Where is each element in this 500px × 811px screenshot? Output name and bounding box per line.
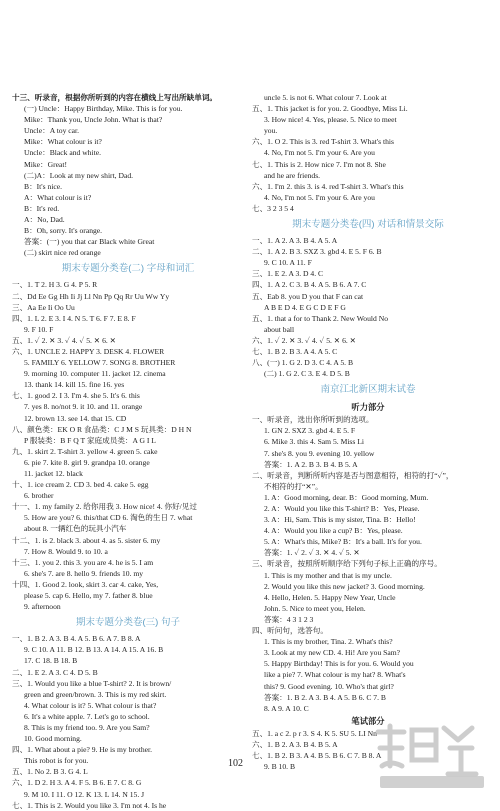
- right-text-line: uncle 5. is not 6. What colour 7. Look at: [264, 93, 387, 102]
- left-text-line: 6. It's a white apple. 7. Let's go to school.: [24, 711, 150, 721]
- right-text-line: 5. A：What's this, Mike? B：It's a ball. It's for you.: [264, 537, 422, 547]
- right-text-line: 二、听录音，判断所听内容是否与图意相符，相符的打“✓”，: [252, 470, 454, 480]
- right-text-line: 1. This is my brother, Tina. 2. What's this?: [264, 637, 393, 647]
- left-text-line: 一、1. B 2. A 3. B 4. A 5. B 6. A 7. B 8. A: [12, 634, 141, 644]
- right-text-line: 7. she's 8. you 9. evening 10. yellow: [264, 448, 375, 458]
- left-text-line: 9. F 10. F: [24, 324, 54, 334]
- right-text-line: 答案：4 3 1 2 3: [264, 614, 314, 624]
- left-text-line: Mike：Great!: [24, 159, 68, 169]
- watermark-logo: [372, 718, 492, 790]
- page-number: 102: [228, 758, 243, 769]
- right-text-line: 六、1. ✓ 2. ✕ 3. ✓ 4. ✓ 5. ✕ 6. ✕: [252, 335, 357, 345]
- right-text-line: 六、1. I'm 2. this 3. is 4. red T-shirt 3. What's this: [252, 181, 404, 191]
- right-text-line: 5. Happy Birthday! This is for you. 6. Would you: [264, 659, 414, 669]
- right-text-line: this? 9. Good evening. 10. Who's that girl?: [264, 681, 394, 691]
- right-text-line: 一、1. A 2. A 3. B 4. A 5. A: [252, 236, 338, 246]
- left-text-line: 5. How are you? 6. this/that CD 6. 淘色的生日 7. what: [24, 513, 193, 523]
- right-text-line: 四、1. A 2. C 3. B 4. A 5. B 6. A 7. C: [252, 280, 367, 290]
- left-text-line: (二) skirt nice red orange: [24, 248, 101, 258]
- left-text-line: 9. afternoon: [24, 602, 61, 612]
- right-text-line: 七、1. This is 2. How nice 7. I'm not 8. She: [252, 159, 386, 169]
- right-text-line: 五、1. This jacket is for you. 2. Goodbye, Miss Li.: [252, 104, 408, 114]
- right-sub-heading: 笔试部分: [351, 715, 385, 726]
- left-column: [12, 92, 244, 811]
- right-column: [252, 92, 484, 772]
- left-text-line: Uncle：A toy car.: [24, 126, 80, 136]
- right-text-line: 八、(一) 1. G 2. D 3. C 4. A 5. B: [252, 358, 354, 368]
- left-text-line: 8. This is my friend too. 9. Are you Sam?: [24, 722, 150, 732]
- left-text-line: 9. morning 10. computer 11. jacket 12. cinema: [24, 369, 166, 379]
- right-text-line: 三、1. E 2. A 3. D 4. C: [252, 269, 324, 279]
- left-text-line: 十四、1. Good 2. look, skirt 3. car 4. cake, Yes,: [12, 579, 159, 589]
- right-text-line: 五、Eab 8. you D you that F can cat: [252, 291, 364, 301]
- left-text-line: (二)A：Look at my new shirt, Dad.: [24, 170, 134, 180]
- left-text-line: 五、1. No 2. B 3. G 4. L: [12, 767, 88, 777]
- left-text-line: 五、1. ✓ 2. ✕ 3. ✓ 4. ✓ 5. ✕ 6. ✕: [12, 335, 117, 345]
- left-text-line: A：No, Dad.: [24, 215, 65, 225]
- left-text-line: This robot is for you.: [24, 756, 89, 766]
- left-text-line: 9. M 10. I 11. O 12. K 13. L 14. N 15. J: [24, 789, 145, 799]
- left-text-line: 七、1. This is 2. Would you like 3. I'm not 4. Is he: [12, 800, 167, 810]
- left-text-line: 四、1. L 2. E 3. I 4. N 5. T 6. F 7. E 8. F: [12, 313, 136, 323]
- left-text-line: Uncle：Black and white.: [24, 148, 101, 158]
- right-text-line: about ball: [264, 324, 295, 334]
- left-text-line: 十三、听录音，根据你所听到的内容在横线上写出所缺单词。: [12, 93, 218, 102]
- right-text-line: 1. This is my mother and that is my uncle.: [264, 570, 392, 580]
- right-text-line: 2. A：Would you like this T-shirt? B：Yes, Please.: [264, 504, 420, 513]
- right-text-line: and he are friends.: [264, 170, 321, 180]
- right-text-line: like a pie? 7. What colour is my hat? 8. What's: [264, 670, 406, 680]
- right-text-line: (二) 1. G 2. C 3. E 4. D 5. B: [264, 369, 350, 379]
- left-text-line: 四、1. What about a pie? 9. He is my brother.: [12, 745, 153, 755]
- left-text-line: 7. yes 8. no/not 9. it 10. and 11. orange: [24, 402, 143, 412]
- right-text-line: 9. B 10. B: [264, 762, 296, 772]
- right-text-line: 五、1. that a for to Thank 2. New Would No: [252, 313, 388, 323]
- left-text-line: 12. brown 13. see 14. that 15. CD: [24, 413, 127, 423]
- left-text-line: A：What colour is it?: [24, 192, 92, 202]
- left-text-line: 十二、1. is 2. black 3. about 4. as 5. sister 6. my: [12, 535, 161, 545]
- left-text-line: 七、1. good 2. I 3. I'm 4. she 5. It's 6. this: [12, 391, 140, 401]
- left-text-line: 4. What colour is it? 5. What colour is that?: [24, 700, 157, 710]
- right-text-line: 七、1. B 2. B 3. A 4. A 5. C: [252, 346, 338, 356]
- right-text-line: John. 5. Nice to meet you, Helen.: [264, 603, 366, 613]
- right-text-line: 三、听录音，按照所听顺序给下列句子标上正确的序号。: [252, 559, 442, 569]
- left-text-line: P 服装类：B F Q T 家庭成员类：A G I L: [24, 435, 156, 445]
- left-text-line: 一、1. T 2. H 3. G 4. P 5. R: [12, 280, 98, 290]
- left-text-line: 十一、1. my family 2. 给你用我 3. How nice! 4. 你好/见过: [12, 502, 197, 512]
- right-text-line: 9. C 10. A 11. F: [264, 258, 312, 268]
- right-text-line: 8. A 9. A 10. C: [264, 703, 309, 713]
- right-text-line: A B E D 4. E G C D E F G: [264, 302, 346, 312]
- right-sub-heading: 听力部分: [351, 402, 385, 413]
- left-text-line: 二、Dd Ee Gg Hh Ii Jj Ll Nn Pp Qq Rr Uu Ww Yy: [12, 291, 170, 301]
- left-section-title: 期末专题分类卷(二) 字母和词汇: [61, 263, 195, 275]
- left-text-line: B：It's nice.: [24, 181, 63, 191]
- left-text-line: B：It's red.: [24, 203, 60, 213]
- left-text-line: 7. How 8. Would 9. to 10. a: [24, 546, 108, 556]
- right-text-line: 1. A：Good morning, dear. B：Good morning, Mum.: [264, 492, 429, 502]
- left-text-line: 十三、1. you 2. this 3. you are 4. he is 5. I am: [12, 557, 154, 567]
- right-text-line: 4. Hello, Helen. 5. Happy New Year, Uncle: [264, 592, 396, 602]
- right-text-line: you.: [264, 126, 278, 136]
- left-text-line: B：Oh, sorry. It's orange.: [24, 226, 103, 236]
- left-text-line: 6. pie 7. kite 8. girl 9. grandpa 10. orange: [24, 457, 150, 467]
- right-section-title: 期末专题分类卷(四) 对话和情景交际: [292, 219, 444, 231]
- right-text-line: 3. How nice! 4. Yes, please. 5. Nice to meet: [264, 115, 397, 125]
- right-text-line: 答案：1. B 2. A 3. B 4. A 5. B 6. C 7. B: [264, 692, 386, 702]
- left-text-line: 13. thank 14. kill 15. fine 16. yes: [24, 380, 125, 390]
- left-text-line: 11. jacket 12. black: [24, 469, 83, 478]
- right-text-line: 四、听问句，选答句。: [252, 626, 328, 636]
- left-text-line: (一) Uncle：Happy Birthday, Mike. This is for you.: [24, 104, 183, 114]
- right-text-line: 六、1. B 2. A 3. B 4. B 5. A: [252, 739, 338, 749]
- left-text-line: Mike：Thank you, Uncle John. What is that?: [24, 115, 163, 125]
- left-text-line: 六、1. D 2. H 3. A 4. F 5. B 6. E 7. C 8. G: [12, 778, 142, 788]
- left-text-line: green and green/brown. 3. This is my red skirt.: [24, 689, 167, 699]
- right-section-title: 南京江北新区期末试卷: [320, 384, 416, 396]
- right-text-line: 七、1. B 2. B 3. A 4. B 5. B 6. C 7. B 8. A: [252, 750, 382, 760]
- left-text-line: about 8. 一辆红色的玩具小汽车: [24, 524, 127, 534]
- right-text-line: 3. Look at my new CD. 4. Hi! Are you Sam?: [264, 648, 401, 658]
- right-text-line: 4. No, I'm not 5. I'm your 6. Are you: [264, 148, 375, 158]
- right-text-line: 3. A：Hi, Sam. This is my sister, Tina. B：Hello!: [264, 515, 416, 525]
- left-text-line: 5. FAMILY 6. YELLOW 7. SONG 8. BROTHER: [24, 358, 176, 368]
- left-text-line: 六、1. UNCLE 2. HAPPY 3. DESK 4. FLOWER: [12, 346, 165, 356]
- left-text-line: 答案：(一) you that car Black white Great: [24, 237, 155, 247]
- right-text-line: 2. Would you like this new jacket? 3. Good morning.: [264, 581, 425, 591]
- left-text-line: 6. she's 7. are 8. hello 9. friends 10. my: [24, 568, 144, 578]
- left-text-line: 三、Aa Ee Ii Oo Uu: [12, 302, 75, 312]
- left-text-line: 十、1. ice cream 2. CD 3. bed 4. cake 5. egg: [12, 480, 149, 490]
- right-text-line: 6. Mike 3. this 4. Sam 5. Miss Li: [264, 437, 364, 447]
- left-text-line: 九、1. skirt 2. T-shirt 3. yellow 4. green 5. cake: [12, 446, 158, 456]
- right-text-line: 1. GN 2. SXZ 3. gbd 4. E 5. F: [264, 426, 356, 436]
- right-text-line: 一、听录音，选出你所听到的选项。: [252, 415, 374, 425]
- left-section-title: 期末专题分类卷(三) 句子: [76, 617, 180, 629]
- left-text-line: please 5. cap 6. Hello, my 7. father 8. blue: [24, 591, 153, 601]
- left-text-line: 10. Good morning.: [24, 734, 82, 744]
- left-text-line: 17. C 18. B 18. B: [24, 656, 78, 666]
- left-text-line: 八、颜色类：EK O R 食品类：C J M S 玩具类：D H N: [12, 424, 192, 434]
- left-text-line: 三、1. Would you like a blue T-shirt? 2. It is brown/: [12, 678, 172, 688]
- right-text-line: 4. No, I'm not 5. I'm your 6. Are you: [264, 192, 375, 202]
- right-text-line: 五、1. a c 2. p r 3. S 4. K 5. SU 5. LI Nn: [252, 728, 377, 738]
- right-text-line: 六、1. O 2. This is 3. red T-shirt 3. What's this: [252, 137, 394, 147]
- left-text-line: 二、1. E 2. A 3. C 4. D 5. B: [12, 667, 98, 677]
- left-text-line: 9. C 10. A 11. B 12. B 13. A 14. A 15. A 16. B: [24, 645, 164, 655]
- left-text-line: Mike：What colour is it?: [24, 137, 102, 147]
- right-text-line: 二、1. A 2. B 3. SXZ 3. gbd 4. E 5. F 6. B: [252, 247, 382, 257]
- left-text-line: 6. brother: [24, 491, 54, 501]
- right-text-line: 4. A：Would you like a cup? B：Yes, please.: [264, 526, 403, 536]
- right-text-line: 不相符的打“✕”。: [264, 481, 323, 491]
- right-text-line: 七、3 2 3 5 4: [252, 203, 294, 213]
- right-text-line: 答案：1. A 2. B 3. B 4. B 5. A: [264, 459, 358, 469]
- right-text-line: 答案：1. ✓ 2. ✓ 3. ✕ 4. ✓ 5. ✕: [264, 548, 360, 558]
